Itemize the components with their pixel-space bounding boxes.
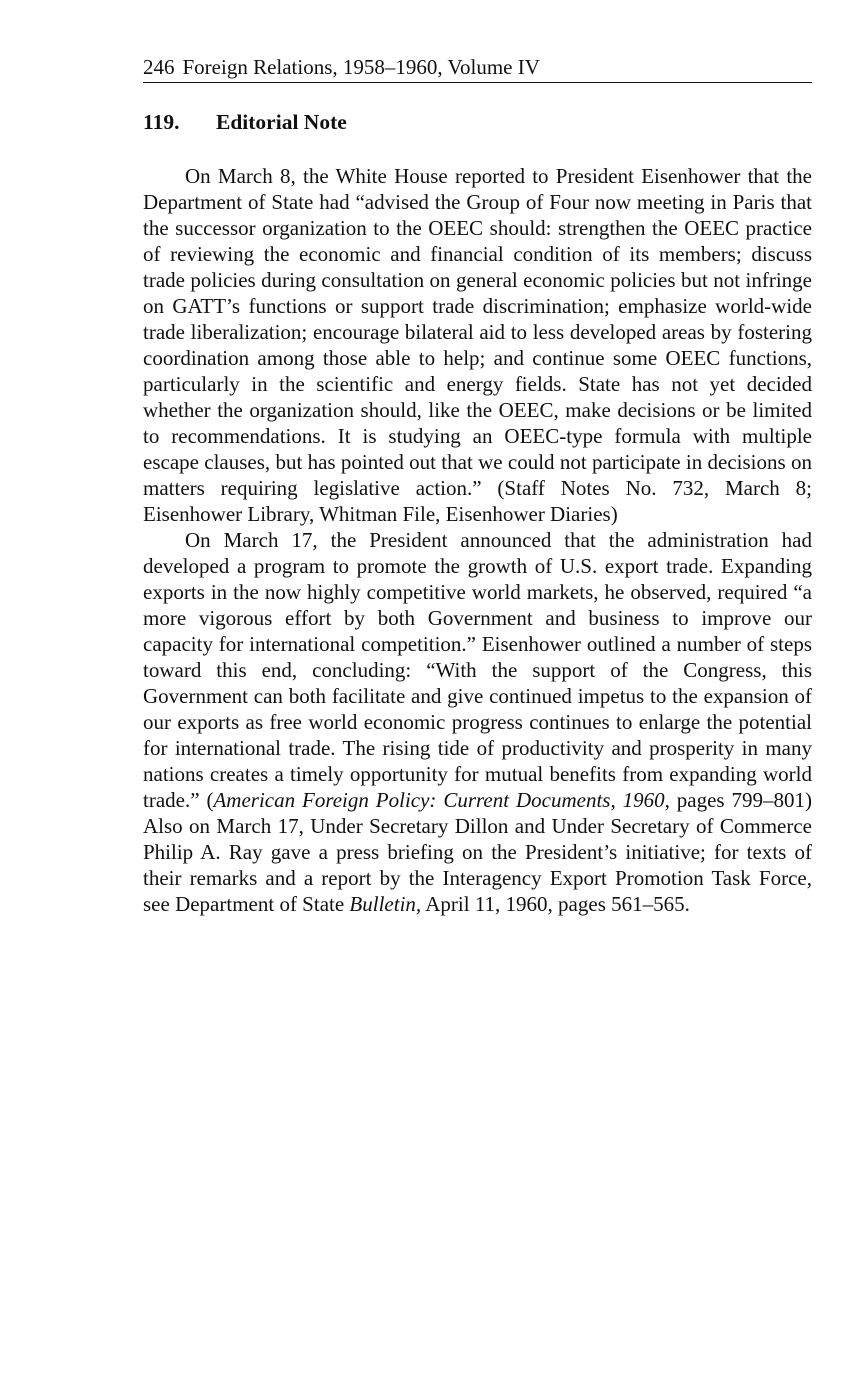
body-text xyxy=(143,163,812,917)
running-head-title: Foreign Relations, 1958–1960, Volume IV xyxy=(182,55,540,79)
paragraph-text: On March 17, the President announced that the administration had developed a program to promote the growth of U.S. export trade. Expanding exports in the now highly competitive world markets, he observed, required “a more vigorous effort by both Government and business to improve our capacity for international competition.” Eisenhower outlined a number of steps toward this end, concluding: “With the support of the Congress, this Government can both facilitate and give continued impetus to the expansion of our exports as free world economic progress continues to enlarge the potential for international trade. The rising tide of productivity and prosperity in many nations creates a timely opportunity for mutual benefits from expanding world trade.” ( xyxy=(143,528,812,812)
paragraph-text: On March 8, the White House reported to President Eisenhower that the Department of State had “advised the Group of Four now meeting in Paris that the successor organization to the OEEC should: strengthen the OEEC practice of reviewing the economic and financial condition of its members; discuss trade policies during consultation on general economic policies but not infringe on GATT’s functions or support trade discrimination; emphasize world-wide trade liberalization; encourage bilateral aid to less developed areas by fostering coordination among those able to help; and continue some OEEC functions, particularly in the scientific and energy fields. State has not yet decided whether the organization should, like the OEEC, make decisions or be limited to recommendations. It is studying an OEEC-type formula with multiple escape clauses, but has pointed out that we could not participate in decisions on matters requiring legislative action.” (Staff Notes No. 732, March 8; Eisenhower Library, Whitman File, Eisenhower Diaries) xyxy=(143,164,812,526)
citation-title-italic: American Foreign Policy: Current Documents, 1960, xyxy=(213,788,670,812)
paragraph xyxy=(143,527,812,917)
paragraph-text: pages 799–801) Also on March 17, Under Secretary Dillon and Under Secretary of Commerce Philip A. Ray gave a press briefing on the President’s initiative; for texts of their remarks and a report by the Interagency Export Promotion Task Force, see Department of State xyxy=(143,788,813,916)
paragraph-text: April 11, 1960, pages 561–565. xyxy=(421,892,690,916)
document-heading xyxy=(143,107,812,137)
paragraph xyxy=(143,163,812,527)
page xyxy=(143,52,812,917)
page-number: 246 xyxy=(143,55,175,79)
bulletin-title-italic: Bulletin, xyxy=(349,892,422,916)
document-number: 119. xyxy=(143,110,180,134)
running-head xyxy=(143,52,812,83)
document-title: Editorial Note xyxy=(216,110,347,134)
